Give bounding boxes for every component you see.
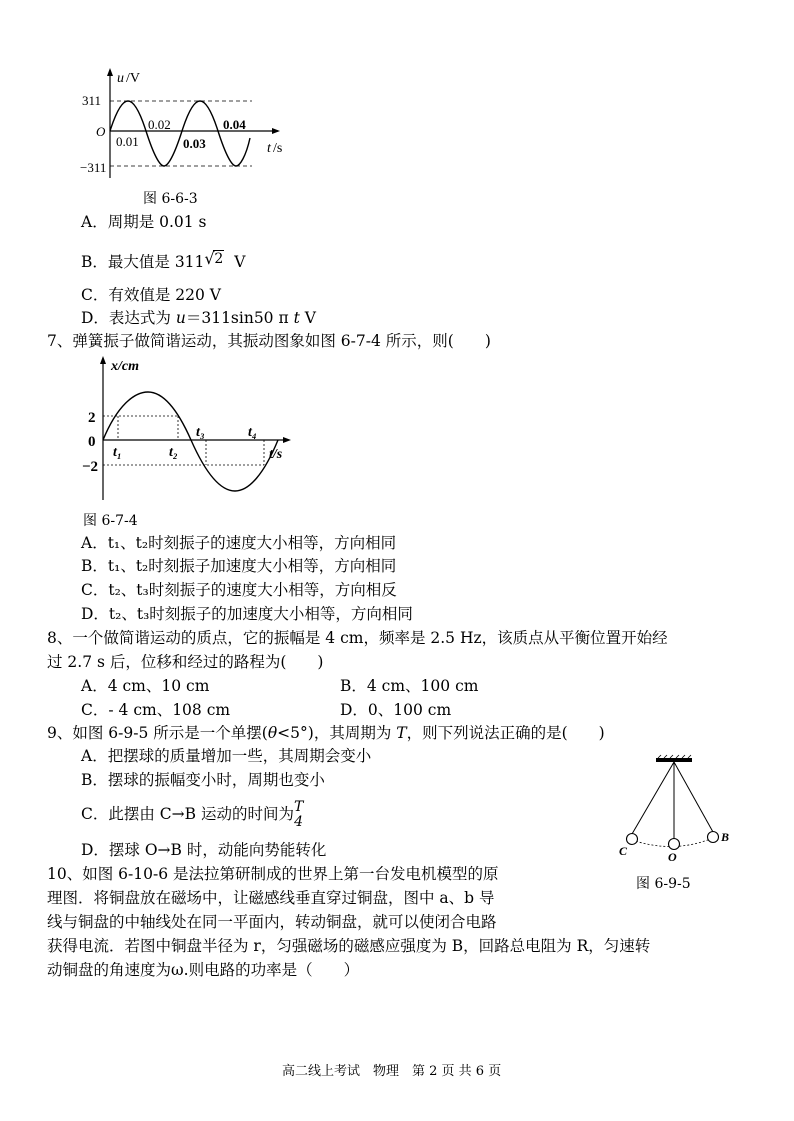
y-label-unit: /V xyxy=(126,71,140,86)
string-b xyxy=(674,762,713,832)
q9-option-d: D．摆球 O→B 时，动能向势能转化 xyxy=(81,841,327,859)
bob-c xyxy=(627,834,638,845)
q10-line2: 理图．将铜盘放在磁场中，让磁感线垂直穿过铜盘，图中 a、b 导 xyxy=(47,889,495,907)
hatch-2 xyxy=(664,755,667,758)
q10-line5: 动铜盘的角速度为ω.则电路的功率是（ ） xyxy=(47,961,360,979)
string-c xyxy=(632,762,674,834)
q10-line4: 获得电流．若图中铜盘半径为 r，匀强磁场的磁感应强度为 B，回路总电阻为 R，匀速转 xyxy=(47,937,651,955)
sine-curve xyxy=(103,392,278,491)
tick-001: 0.01 xyxy=(116,134,139,149)
origin-label: O xyxy=(96,124,106,139)
y-min-label: −311 xyxy=(80,160,107,175)
sqrt-symbol: √ 2 xyxy=(204,249,224,268)
y-tick-2: 2 xyxy=(88,410,96,426)
y-max-label: 311 xyxy=(82,93,102,108)
hatch-4 xyxy=(676,755,679,758)
fraction-t-over-4: T 4 xyxy=(293,799,304,830)
bob-o xyxy=(669,839,680,850)
q8-option-c: C．- 4 cm、108 cm xyxy=(81,701,231,719)
caption-6-7-4: 图 6-7-4 xyxy=(83,513,138,529)
y-tick-minus2: −2 xyxy=(82,459,99,475)
q8-option-a: A．4 cm、10 cm xyxy=(81,677,210,695)
q8-option-d: D．0、100 cm xyxy=(340,701,452,719)
q7-option-c: C．t₂、t₃时刻振子的速度大小相等，方向相反 xyxy=(81,581,397,599)
q8-stem-line1: 8、一个做简谐运动的质点，它的振幅是 4 cm，频率是 2.5 Hz，该质点从平衡位置开始经 xyxy=(47,629,668,647)
q9-stem: 9、如图 6-9-5 所示是一个单摆(θ<5°)，其周期为 T，则下列说法正确的是( ) xyxy=(47,724,605,742)
q6-option-d: D．表达式为 u＝311sin50 π t V xyxy=(81,309,316,327)
q10-line1: 10、如图 6-10-6 是法拉第研制成的世界上第一台发电机模型的原 xyxy=(47,865,499,883)
y-tick-0: 0 xyxy=(88,434,96,450)
x-label-unit: /s xyxy=(273,141,283,156)
figure-6-7-4 xyxy=(82,354,302,504)
tick-004: 0.04 xyxy=(223,117,246,132)
q9-option-b: B．摆球的振幅变小时，周期也变小 xyxy=(81,771,325,789)
caption-6-9-5: 图 6-9-5 xyxy=(636,876,691,892)
figure-6-6-3 xyxy=(80,66,300,186)
label-c: C xyxy=(619,844,628,858)
q6-option-c: C．有效值是 220 V xyxy=(81,286,221,304)
hatch-3 xyxy=(670,755,673,758)
q10-line3: 线与铜盘的中轴线处在同一平面内，转动铜盘，就可以使闭合电路 xyxy=(47,913,497,931)
t2-label: t₂ xyxy=(169,445,178,460)
hatch-1 xyxy=(658,755,661,758)
y-label-u: u xyxy=(117,71,124,86)
label-b: B xyxy=(721,830,730,844)
q9-option-a: A．把摆球的质量增加一些，其周期会变小 xyxy=(81,747,372,765)
q7-option-d: D．t₂、t₃时刻振子的加速度大小相等，方向相同 xyxy=(81,605,413,623)
caption-6-6-3: 图 6-6-3 xyxy=(143,191,198,207)
q7-stem: 7、弹簧振子做简谐运动，其振动图象如图 6-7-4 所示，则( ) xyxy=(47,332,491,350)
t3-label: t₃ xyxy=(196,425,205,440)
x-label-t: t xyxy=(267,141,271,156)
q7-option-a: A．t₁、t₂时刻振子的速度大小相等，方向相同 xyxy=(81,534,397,552)
t4-label: t₄ xyxy=(248,425,257,440)
page-footer: 高二线上考试 物理 第 2 页 共 6 页 xyxy=(282,1064,502,1079)
hatch-5 xyxy=(682,755,685,758)
ceiling-support xyxy=(656,758,692,762)
t1-label: t₁ xyxy=(113,445,122,460)
bob-b xyxy=(708,832,719,843)
x-axis-arrow xyxy=(272,128,280,134)
tick-002: 0.02 xyxy=(148,117,171,132)
q9-option-c: C．此摆由 C→B 运动的时间为 T 4 xyxy=(81,799,304,830)
tick-003: 0.03 xyxy=(183,136,206,151)
y-axis-arrow xyxy=(107,68,113,76)
x-axis-arrow xyxy=(283,437,291,443)
q7-option-b: B．t₁、t₂时刻振子加速度大小相等，方向相同 xyxy=(81,557,397,575)
q6-option-b: B．最大值是 311 √ 2 V xyxy=(81,249,246,271)
y-axis-arrow xyxy=(100,356,106,364)
x-label: t/s xyxy=(269,447,283,462)
q6-option-a: A．周期是 0.01 s xyxy=(81,213,207,231)
y-label: x/cm xyxy=(111,359,139,374)
figure-6-9-5 xyxy=(610,754,740,869)
q8-option-b: B．4 cm、100 cm xyxy=(340,677,479,695)
q8-stem-line2: 过 2.7 s 后，位移和经过的路程为( ) xyxy=(47,653,324,671)
hatch-6 xyxy=(688,755,691,758)
label-o: O xyxy=(668,850,677,864)
